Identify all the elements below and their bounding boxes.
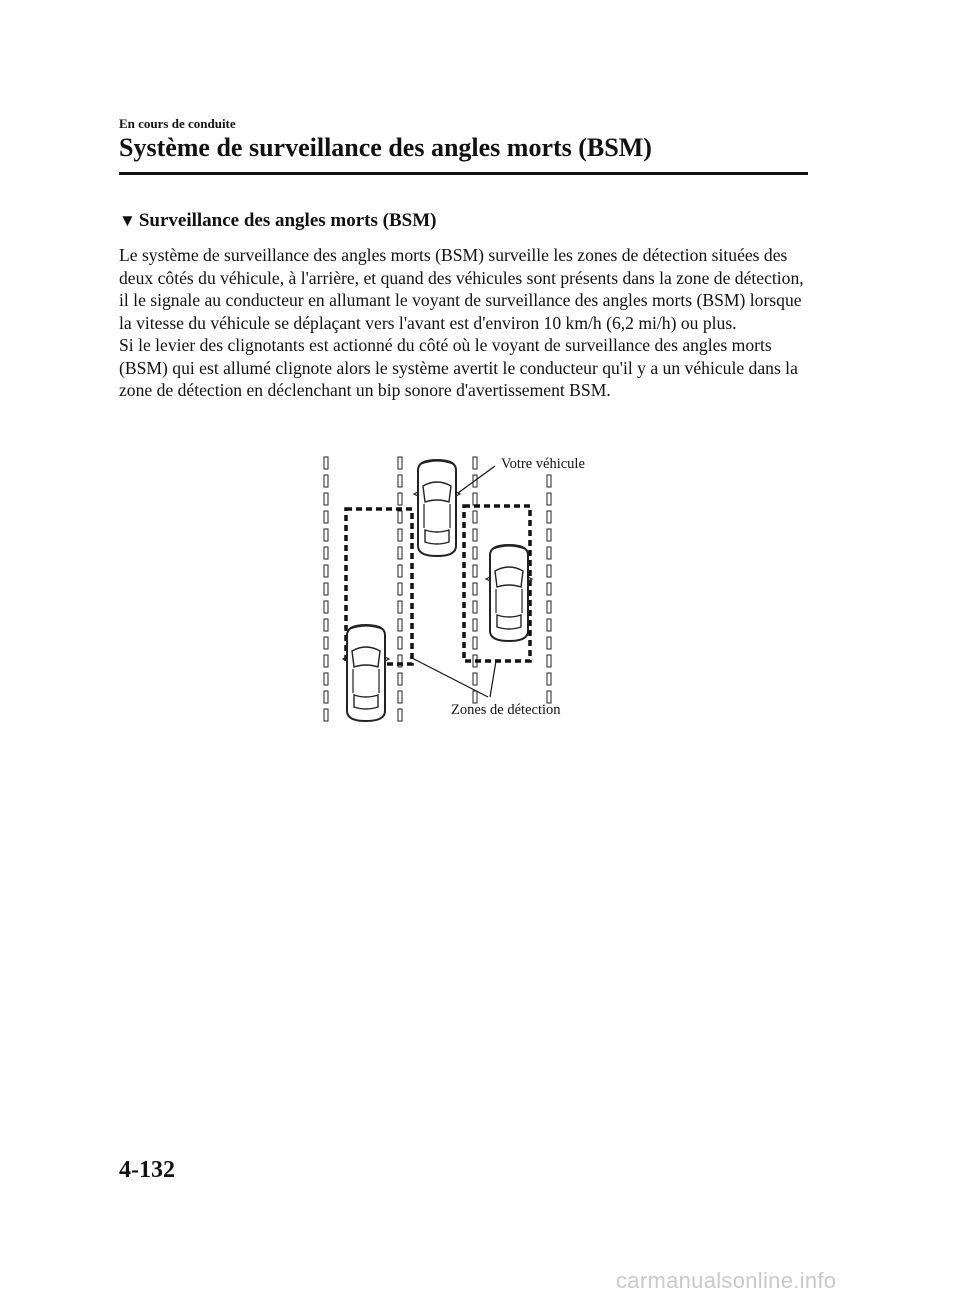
lane-dash: [324, 529, 328, 541]
vehicle-right-lane: [486, 545, 532, 641]
page-title: Système de surveillance des angles morts (BSM): [119, 133, 652, 162]
lane-dash: [473, 565, 477, 577]
lane-dash: [324, 709, 328, 721]
lane-dash: [324, 565, 328, 577]
lane-dash: [473, 547, 477, 559]
lane-dash: [547, 637, 551, 649]
lane-dash: [398, 529, 402, 541]
label-detection-zones: Zones de détection: [451, 702, 561, 718]
label-own-vehicle: Votre véhicule: [501, 456, 585, 472]
lane-dash: [473, 511, 477, 523]
vehicle-left-lane: [343, 625, 389, 721]
lane-dash: [473, 619, 477, 631]
lane-dash: [324, 457, 328, 469]
lane-dash: [547, 601, 551, 613]
lane-dash: [324, 637, 328, 649]
lane-dash: [398, 619, 402, 631]
lane-dash: [398, 547, 402, 559]
lane-dash: [324, 619, 328, 631]
body-text: [119, 244, 814, 402]
paragraph-1: Le système de surveillance des angles morts (BSM) surveille les zones de détection situées des deux côtés du véhicule, à l'arrière, et quand des véhicules sont présents dans la zone de détection, il le signale au conducteur en allumant le voyant de surveillance des angles morts (BSM) lorsque la vitesse du véhicule se déplaçant vers l'avant est d'environ 10 km/h (6,2 mi/h) ou plus.: [119, 245, 804, 333]
lane-dash: [324, 691, 328, 703]
leader-line-own-vehicle: [458, 466, 495, 493]
lane-dash: [473, 601, 477, 613]
lane-dash: [547, 673, 551, 685]
lane-dash: [324, 601, 328, 613]
lane-dash: [398, 493, 402, 505]
lane-dash: [324, 511, 328, 523]
lane-dash: [547, 583, 551, 595]
lane-dash: [398, 601, 402, 613]
lane-dash: [324, 547, 328, 559]
lane-dash: [324, 583, 328, 595]
own-vehicle: [414, 460, 460, 556]
lane-dash: [324, 673, 328, 685]
lane-dash: [324, 475, 328, 487]
lane-dash: [547, 493, 551, 505]
lane-dash: [398, 673, 402, 685]
leader-line-zone-left: [410, 657, 488, 697]
lane-dash: [324, 655, 328, 667]
watermark: carmanualsonline.info: [616, 1268, 837, 1293]
lane-dash: [547, 529, 551, 541]
subsection-heading: [119, 210, 436, 232]
paragraph-2: Si le levier des clignotants est actionné du côté où le voyant de surveillance des angles morts (BSM) qui est allumé clignote alors le système avertit le conducteur qu'il y a un véhicule dans la zone de détection en déclenchant un bip sonore d'avertissement BSM.: [119, 335, 798, 400]
lane-dash: [473, 529, 477, 541]
lane-dash: [398, 583, 402, 595]
lane-dash: [473, 673, 477, 685]
section-kicker: En cours de conduite: [119, 116, 236, 131]
bsm-diagram-illustration: [310, 445, 610, 730]
title-rule: [119, 172, 808, 175]
lane-dash: [398, 475, 402, 487]
lane-dash: [398, 709, 402, 721]
lane-dash: [547, 655, 551, 667]
page-number: 4-132: [119, 1157, 175, 1183]
lane-dash: [473, 493, 477, 505]
bsm-diagram: [310, 445, 610, 730]
lane-dash: [324, 493, 328, 505]
lane-dash: [547, 547, 551, 559]
leader-line-zone-right: [490, 661, 496, 697]
lane-dash: [547, 511, 551, 523]
lane-dash: [398, 691, 402, 703]
lane-dash: [473, 457, 477, 469]
lane-dash: [473, 583, 477, 595]
lane-dash: [398, 565, 402, 577]
lane-dash: [398, 457, 402, 469]
lane-dash: [473, 637, 477, 649]
lane-dash: [547, 619, 551, 631]
subsection-title: Surveillance des angles morts (BSM): [138, 210, 437, 231]
lane-dash: [547, 565, 551, 577]
lane-dash: [547, 475, 551, 487]
lane-dash: [398, 637, 402, 649]
lane-dash: [398, 511, 402, 523]
triangle-down-icon: ▼: [119, 211, 136, 230]
